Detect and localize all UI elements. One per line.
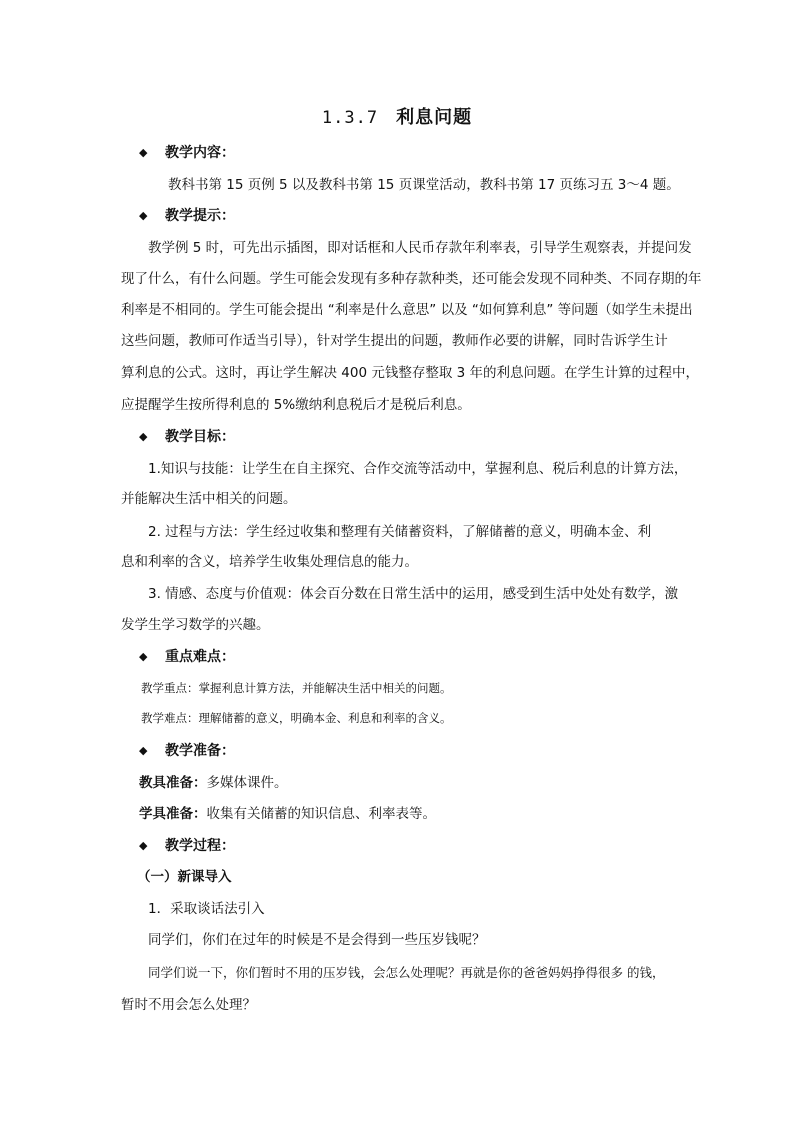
section-heading-key (139, 646, 235, 668)
diamond-bullet-icon: ◆ (139, 839, 148, 852)
page-title (0, 103, 794, 129)
process-line: 同学们，你们在过年的时候是不是会得到一些压岁钱呢？ (148, 932, 486, 948)
section-heading-label: 教学准备： (165, 743, 235, 759)
section-heading-label: 教学提示： (165, 208, 235, 224)
section-heading-prep (139, 740, 235, 762)
process-subheading: （一）新课导入 (137, 869, 232, 885)
section-heading-hint (139, 205, 235, 227)
hint-line: 现了什么，有什么问题。学生可能会发现有多种存款种类，还可能会发现不同种类、不同存期的年 (121, 271, 702, 287)
key-point-line: 教学重点：掌握利息计算方法，并能解决生活中相关的问题。 (141, 681, 452, 695)
hint-line: 应提醒学生按所得利息的 5%缴纳利息税后才是税后利息。 (121, 397, 471, 413)
process-step: 1．采取谈话法引入 (148, 901, 265, 917)
diamond-bullet-icon: ◆ (139, 430, 148, 443)
diamond-bullet-icon: ◆ (139, 209, 148, 222)
prep-text: 收集有关储蓄的知识信息、利率表等。 (206, 806, 436, 822)
title-number: 1.3.7 (321, 108, 379, 128)
section-heading-label: 重点难点： (165, 649, 235, 665)
process-line: 同学们说一下，你们暂时不用的压岁钱，会怎么处理呢？再就是你的爸爸妈妈挣得很多 的钱， (148, 965, 665, 980)
goal-line: 息和利率的含义，培养学生收集处理信息的能力。 (121, 554, 418, 570)
diamond-bullet-icon: ◆ (139, 650, 148, 663)
section-heading-content (139, 142, 235, 164)
diamond-bullet-icon: ◆ (139, 146, 148, 159)
goal-line: 2. 过程与方法：学生经过收集和整理有关储蓄资料，了解储蓄的意义，明确本金、利 (148, 524, 652, 540)
prep-line-student (139, 803, 436, 825)
content-line: 教科书第 15 页例 5 以及教科书第 15 页课堂活动，教科书第 17 页练习五 3～4 题。 (168, 177, 680, 193)
section-heading-label: 教学过程： (165, 838, 235, 854)
diamond-bullet-icon: ◆ (139, 744, 148, 757)
title-text: 利息问题 (396, 107, 473, 128)
hint-line: 算利息的公式。这时，再让学生解决 400 元钱整存整取 3 年的利息问题。在学生计算的过程中， (121, 365, 700, 381)
process-line: 暂时不用会怎么处理？ (121, 997, 256, 1013)
section-heading-label: 教学目标： (165, 429, 235, 445)
hint-line: 这些问题，教师可作适当引导），针对学生提出的问题，教师作必要的讲解，同时告诉学生计 (121, 333, 668, 349)
prep-label: 教具准备： (139, 775, 207, 791)
prep-line-teacher (139, 772, 288, 794)
prep-label: 学具准备： (139, 806, 207, 822)
goal-line: 3. 情感、态度与价值观：体会百分数在日常生活中的运用，感受到生活中处处有数学，激 (148, 586, 679, 602)
goal-line: 发学生学习数学的兴趣。 (121, 617, 270, 633)
hint-line: 教学例 5 时，可先出示插图，即对话框和人民币存款年利率表，引导学生观察表，并提问发 (148, 240, 692, 256)
section-heading-process (139, 835, 235, 857)
hint-line: 利率是不相同的。学生可能会提出 “利率是什么意思” 以及 “如何算利息” 等问题（如学生未提出 (121, 302, 693, 318)
section-heading-goal (139, 426, 235, 448)
section-heading-label: 教学内容： (165, 145, 235, 161)
goal-line: 1.知识与技能：让学生在自主探究、合作交流等活动中，掌握利息、税后利息的计算方法， (148, 461, 688, 477)
prep-text: 多媒体课件。 (206, 775, 288, 791)
goal-line: 并能解决生活中相关的问题。 (121, 491, 297, 507)
difficulty-line: 教学难点：理解储蓄的意义，明确本金、利息和利率的含义。 (141, 711, 452, 725)
